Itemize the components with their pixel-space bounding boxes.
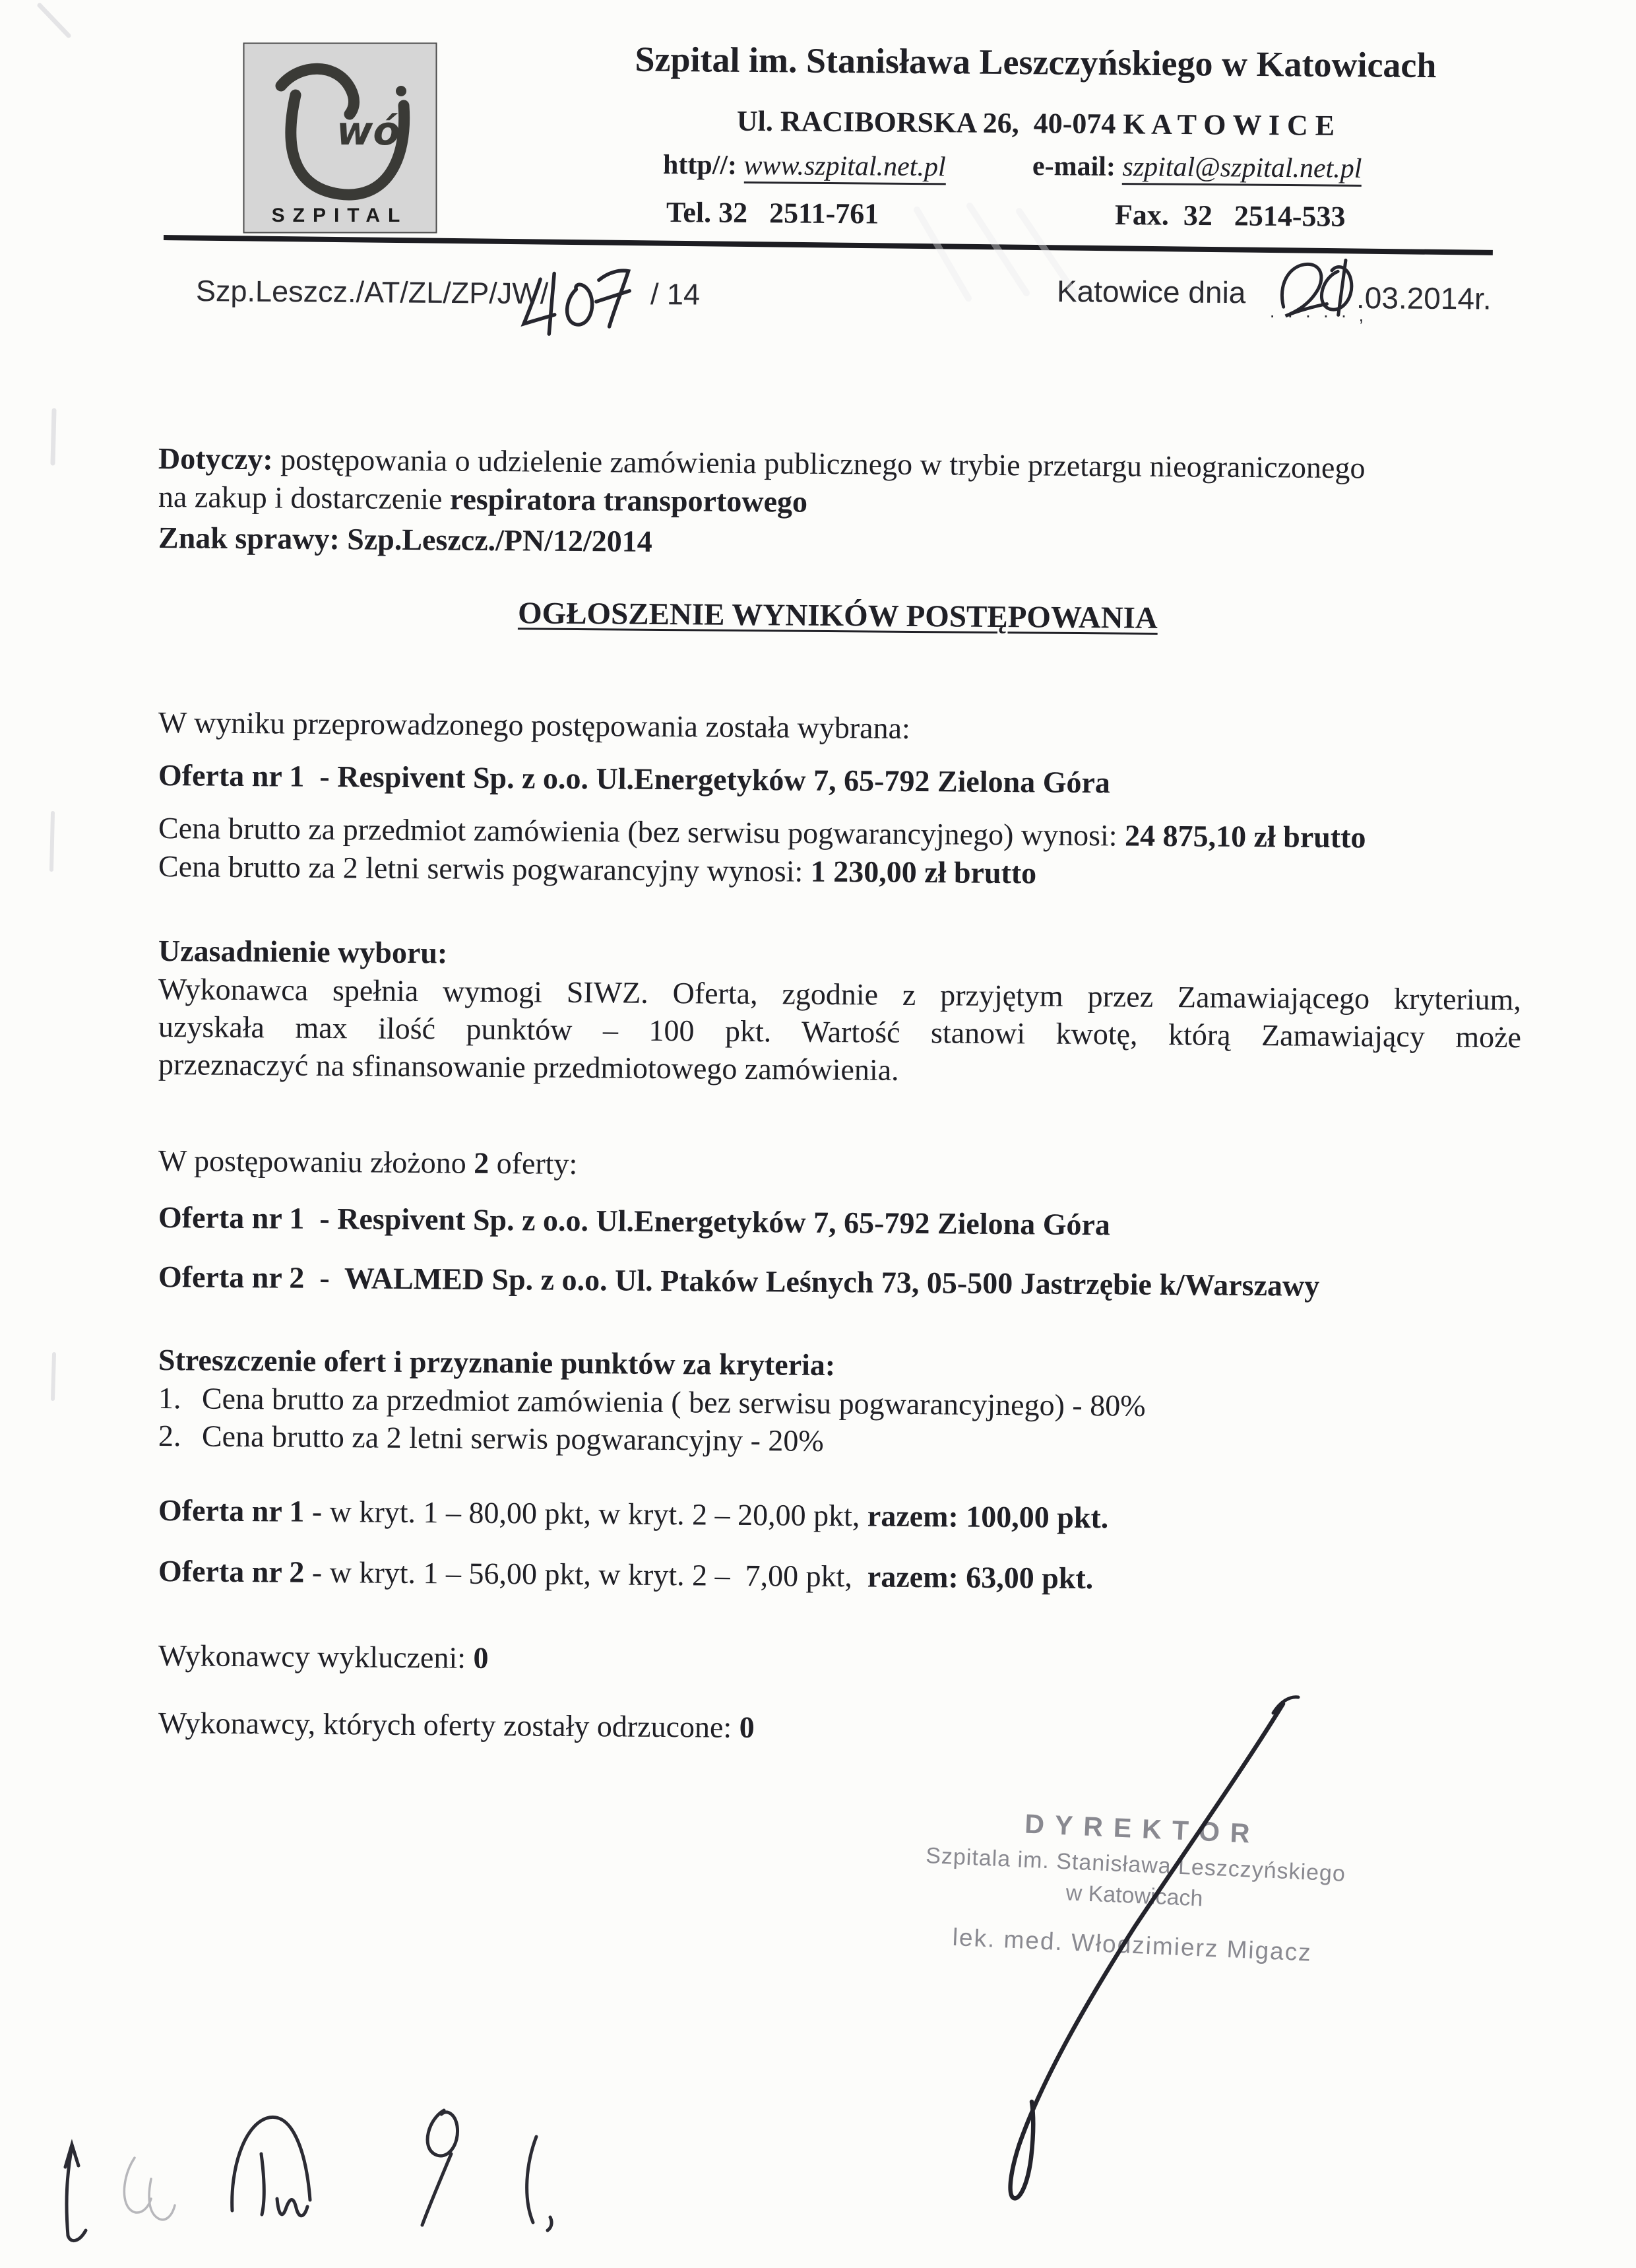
score-line-2 — [158, 1556, 1094, 1594]
director-stamp — [914, 1804, 1356, 1969]
city-date-label: Katowice dnia — [1056, 274, 1246, 310]
score-1-detail: - w kryt. 1 – 80,00 pkt, w kryt. 2 – 20,00 pkt, — [311, 1494, 860, 1533]
excluded-line — [158, 1640, 489, 1673]
subject-label: Dotyczy: — [158, 441, 273, 476]
email-address[interactable]: szpital@szpital.net.pl — [1122, 152, 1362, 187]
subject-item-bold: respiratora transportowego — [449, 482, 808, 519]
date-day-dotted-blank: · · · · · , — [1269, 305, 1368, 325]
criteria-2-text: Cena brutto za 2 letni serwis pogwarancyjny - 20% — [201, 1419, 824, 1458]
price-1-value: 24 875,10 zł brutto — [1124, 818, 1366, 855]
excluded-value: 0 — [473, 1640, 489, 1675]
offer-1-line: Oferta nr 1 - Respivent Sp. z o.o. Ul.Energetyków 7, 65-792 Zielona Góra — [158, 1200, 1111, 1242]
criteria-1-number: 1. — [158, 1381, 181, 1415]
subject-line-2 — [158, 482, 807, 517]
subject-line-1 — [158, 443, 1366, 483]
offers-intro — [158, 1146, 578, 1179]
score-2-offer: Oferta nr 2 — [158, 1554, 305, 1589]
result-intro: W wyniku przeprowadzonego postępowania została wybrana: — [158, 705, 910, 745]
case-number-line: Znak sprawy: Szp.Leszcz./PN/12/2014 — [158, 521, 652, 558]
criteria-item-1 — [158, 1383, 1146, 1421]
hospital-address: Ul. RACIBORSKA 26, 40-074 K A T O W I C E — [736, 104, 1335, 142]
website-line — [663, 149, 946, 183]
handwritten-scribbles — [65, 2110, 551, 2241]
scribble-1 — [65, 2145, 86, 2241]
criteria-title: Streszczenie ofert i przyznanie punktów za kryteria: — [158, 1343, 836, 1382]
logo-j-dot — [396, 86, 406, 96]
rejected-label: Wykonawcy, których oferty zostały odrzucone: — [158, 1706, 732, 1744]
email-line — [1032, 150, 1362, 185]
winning-offer: Oferta nr 1 - Respivent Sp. z o.o. Ul.Energetyków 7, 65-792 Zielona Góra — [158, 758, 1111, 800]
website-url[interactable]: www.szpital.net.pl — [743, 150, 945, 185]
stamp-city: w Katowicach — [1065, 1880, 1204, 1912]
offers-intro-suffix: oferty: — [496, 1146, 578, 1181]
date-suffix: .03.2014r. — [1356, 280, 1492, 316]
price-line-1 — [158, 813, 1366, 853]
scribble-5 — [527, 2137, 551, 2230]
page-title: OGŁOSZENIE WYNIKÓW POSTĘPOWANIA — [517, 596, 1158, 635]
hospital-name: Szpital im. Stanisława Leszczyńskiego w Katowicach — [635, 39, 1437, 86]
rejected-value: 0 — [739, 1710, 755, 1745]
hospital-logo — [243, 42, 437, 234]
justification-line-1: Wykonawca spełnia wymogi SIWZ. Oferta, zgodnie z przyjętym przez Zamawiającego kryterium, — [158, 972, 1522, 1017]
stamp-title: DYREKTOR — [1024, 1808, 1261, 1850]
scan-artifacts — [40, 5, 1075, 1399]
scribble-3 — [232, 2117, 310, 2215]
criteria-2-number: 2. — [158, 1419, 181, 1453]
website-label: http//: — [662, 150, 738, 181]
justification-title: Uzasadnienie wyboru: — [158, 934, 448, 970]
criteria-1-text: Cena brutto za przedmiot zamówienia ( bez serwisu pogwarancyjnego) - 80% — [201, 1381, 1146, 1423]
excluded-label: Wykonawcy wykluczeni: — [158, 1638, 466, 1675]
subject-text-2: na zakup i dostarczenie — [158, 480, 443, 516]
price-2-label: Cena brutto za 2 letni serwis pogwarancyjny wynosi: — [158, 849, 803, 888]
score-2-total: razem: 63,00 pkt. — [867, 1559, 1094, 1596]
logo-caption: SZPITAL — [271, 205, 408, 226]
scribble-4 — [422, 2110, 458, 2225]
rejected-line — [158, 1708, 755, 1743]
price-1-label: Cena brutto za przedmiot zamówienia (bez serwisu pogwarancyjnego) wynosi: — [158, 811, 1117, 853]
price-line-2 — [158, 851, 1037, 888]
subject-text-1: postępowania o udzielenie zamówienia publicznego w trybie przetargu nieograniczonego — [280, 442, 1366, 485]
score-line-1 — [158, 1495, 1109, 1533]
score-2-detail: - w kryt. 1 – 56,00 pkt, w kryt. 2 – 7,00 pkt, — [311, 1555, 860, 1594]
justification-line-3: przeznaczyć na sfinansowanie przedmiotowego zamówienia. — [158, 1047, 899, 1087]
header-divider — [164, 235, 1493, 255]
fax-number: Fax. 32 2514-533 — [1114, 199, 1346, 233]
score-1-offer: Oferta nr 1 — [158, 1493, 305, 1528]
score-1-total: razem: 100,00 pkt. — [867, 1499, 1109, 1535]
stamp-director-name: lek. med. Włodzimierz Migacz — [951, 1923, 1313, 1966]
offers-count: 2 — [474, 1146, 489, 1180]
offer-2-line: Oferta nr 2 - WALMED Sp. z o.o. Ul. Ptaków Leśnych 73, 05-500 Jastrzębie k/Warszawy — [158, 1260, 1320, 1303]
scribble-2 — [124, 2158, 175, 2220]
offers-intro-text: W postępowaniu złożono — [158, 1144, 466, 1180]
price-2-value: 1 230,00 zł brutto — [810, 854, 1037, 890]
email-label: e-mail: — [1032, 151, 1116, 182]
stamp-hospital-name: Szpitala im. Stanisława Leszczyńskiego — [925, 1843, 1346, 1887]
justification-line-2: uzyskała max ilość punktów – 100 pkt. Wartość stanowi kwotę, którą Zamawiający może — [158, 1010, 1522, 1054]
reference-number-suffix: / 14 — [650, 277, 701, 311]
telephone-number: Tel. 32 2511-761 — [666, 196, 879, 230]
criteria-item-2 — [158, 1421, 824, 1456]
logo-script-twoj: wó — [336, 108, 400, 154]
reference-number-prefix: Szp.Leszcz./AT/ZL/ZP/JW/ — [195, 274, 549, 311]
